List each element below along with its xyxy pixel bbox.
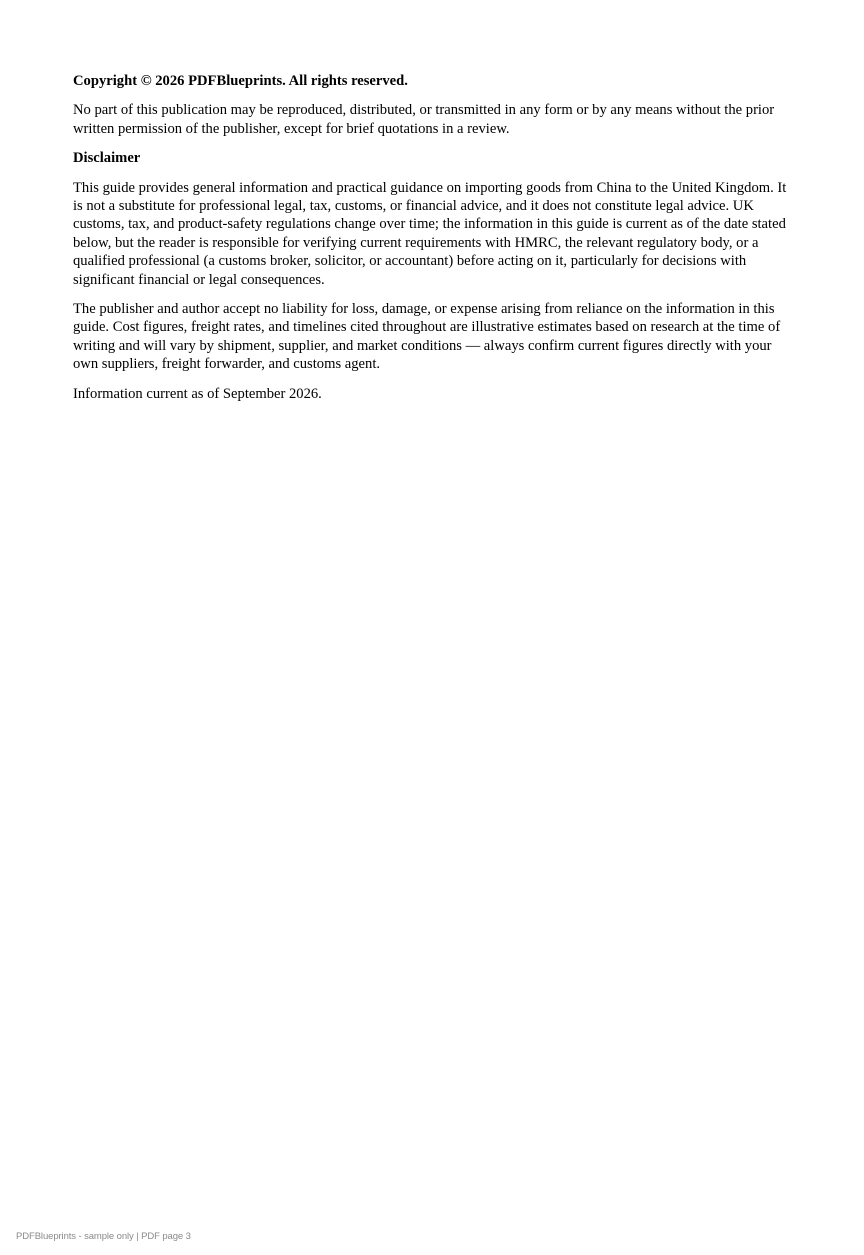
disclaimer-paragraph-2: The publisher and author accept no liability for loss, damage, or expense arising from reliance on the information in this guide. Cost figures, freight rates, and timelines cited throughout are illustrative estimates based on research at the time of writing and will vary by shipment, supplier, and market conditions — always confirm current figures directly with your own suppliers, freight forwarder, and customs agent.	[73, 301, 781, 373]
page-content	[73, 72, 793, 414]
disclaimer-paragraph-1: This guide provides general information and practical guidance on importing goods from China to the United Kingdom. It is not a substitute for professional legal, tax, customs, or financial advice, and it does not constitute legal advice. UK customs, tax, and product-safety regulations change over time; the information in this guide is current as of the date stated below, but the reader is responsible for verifying current requirements with HMRC, the relevant regulatory body, or a qualified professional (a customs broker, solicitor, or accountant) before acting on it, particularly for decisions with significant financial or legal consequences.	[73, 179, 787, 288]
page-footer: PDFBlueprints - sample only | PDF page 3	[16, 1231, 191, 1242]
disclaimer-heading: Disclaimer	[73, 150, 141, 167]
copyright-heading: Copyright © 2026 PDFBlueprints. All rights reserved.	[73, 73, 408, 89]
rights-paragraph: No part of this publication may be reproduced, distributed, or transmitted in any form or by any means without the prior written permission of the publisher, except for brief quotations in a review.	[73, 102, 775, 137]
currency-note: Information current as of September 2026.	[73, 385, 322, 402]
